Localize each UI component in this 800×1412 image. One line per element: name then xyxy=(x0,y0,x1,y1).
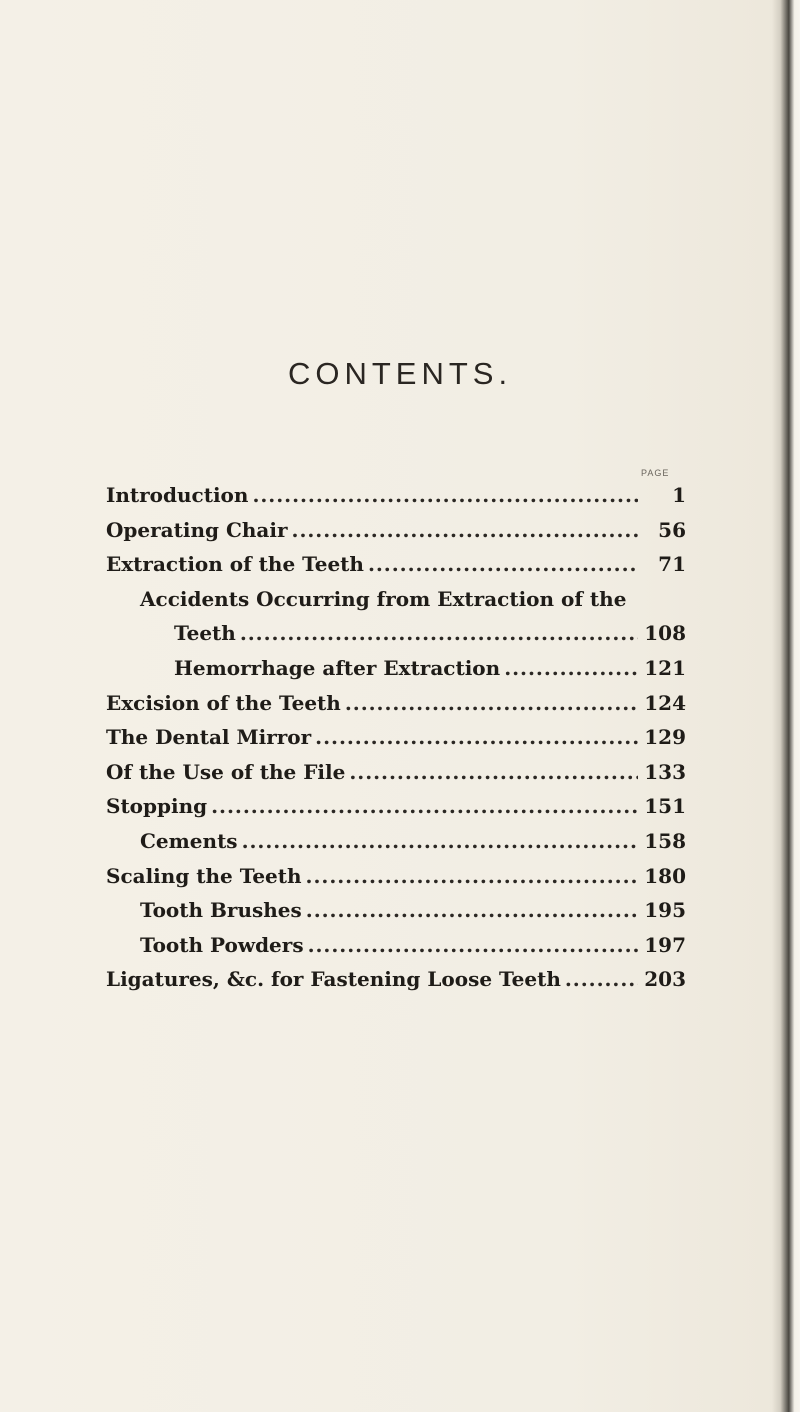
toc-entry-title: Teeth xyxy=(174,621,236,646)
toc-entry-title: Cements xyxy=(140,828,238,853)
toc-entry-page: 108 xyxy=(644,621,686,646)
toc-entry-ligatures xyxy=(106,962,686,997)
page-edge xyxy=(772,0,800,1412)
toc-entry-page: 56 xyxy=(658,517,686,542)
table-of-contents xyxy=(106,478,686,997)
dot-leader xyxy=(368,547,638,582)
toc-entry-title: Stopping xyxy=(106,794,208,819)
toc-entry-hemorrhage xyxy=(106,651,686,686)
dot-leader xyxy=(345,686,638,721)
toc-entry-file xyxy=(106,755,686,790)
toc-entry-page: 158 xyxy=(644,828,686,853)
toc-entry-title: Accidents Occurring from Extraction of the xyxy=(140,586,627,611)
toc-entry-page: 195 xyxy=(644,898,686,923)
dot-leader xyxy=(242,824,638,859)
toc-entry-title: Excision of the Teeth xyxy=(106,690,341,715)
toc-entry-extraction xyxy=(106,547,686,582)
toc-entry-page: 133 xyxy=(644,759,686,784)
toc-entry-accidents-line2 xyxy=(106,616,686,651)
dot-leader xyxy=(306,859,638,894)
toc-entry-page: 1 xyxy=(672,483,686,507)
dot-leader xyxy=(292,513,638,548)
toc-entry-page: 197 xyxy=(644,932,686,957)
toc-entry-page: 124 xyxy=(644,690,686,715)
toc-entry-excision xyxy=(106,686,686,721)
toc-entry-title: Hemorrhage after Extraction xyxy=(174,655,501,680)
dot-leader xyxy=(211,789,638,824)
toc-entry-title: Tooth Powders xyxy=(140,932,304,957)
toc-entry-title: Of the Use of the File xyxy=(106,759,346,784)
toc-entry-page: 180 xyxy=(644,863,686,888)
toc-entry-accidents-line1 xyxy=(106,582,686,617)
toc-entry-dental-mirror xyxy=(106,720,686,755)
toc-entry-title: Tooth Brushes xyxy=(140,898,302,923)
toc-entry-page: 121 xyxy=(644,655,686,680)
toc-entry-page: 71 xyxy=(658,552,686,577)
toc-entry-operating-chair xyxy=(106,513,686,548)
toc-entry-title: The Dental Mirror xyxy=(106,725,312,750)
toc-entry-scaling xyxy=(106,859,686,894)
toc-entry-tooth-brushes xyxy=(106,893,686,928)
dot-leader xyxy=(504,651,638,686)
toc-entry-title: Introduction xyxy=(106,483,249,507)
dot-leader xyxy=(252,478,638,513)
toc-entry-stopping xyxy=(106,789,686,824)
dot-leader xyxy=(306,893,638,928)
toc-entry-page: 151 xyxy=(644,794,686,819)
toc-entry-cements xyxy=(106,824,686,859)
toc-entry-tooth-powders xyxy=(106,928,686,963)
dot-leader xyxy=(565,962,638,997)
toc-entry-title: Operating Chair xyxy=(106,517,288,542)
dot-leader xyxy=(240,616,638,651)
dot-leader xyxy=(308,928,638,963)
dot-leader xyxy=(315,720,638,755)
page-column-label: PAGE xyxy=(641,468,670,478)
toc-entry-introduction xyxy=(106,478,686,513)
dot-leader xyxy=(349,755,638,790)
toc-entry-title: Scaling the Teeth xyxy=(106,863,302,888)
page-title: CONTENTS. xyxy=(287,356,513,391)
toc-entry-title: Ligatures, &c. for Fastening Loose Teeth xyxy=(106,967,561,992)
toc-entry-page: 203 xyxy=(644,967,686,992)
toc-entry-title: Extraction of the Teeth xyxy=(106,552,364,577)
toc-entry-page: 129 xyxy=(644,725,686,750)
